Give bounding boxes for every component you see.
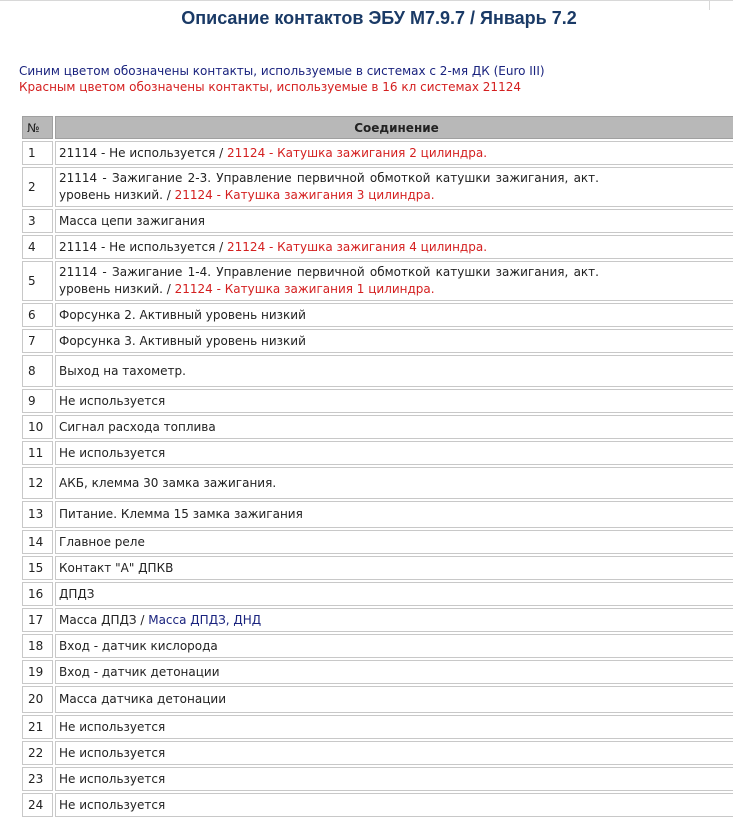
desc-text: ДПДЗ [59, 586, 95, 601]
desc-text: Питание. Клемма 15 замка зажигания [59, 507, 303, 521]
pin-number: 10 [22, 415, 53, 439]
table-row [22, 582, 733, 606]
pin-number: 24 [22, 793, 53, 817]
pin-description [55, 441, 733, 465]
desc-text: 21114 - Не используется / [59, 145, 228, 160]
desc-red: 21124 - Катушка зажигания 1 цилиндра. [174, 282, 435, 296]
pin-number: 22 [22, 741, 53, 765]
pin-description [55, 660, 733, 684]
desc-text: Выход на тахометр. [59, 363, 186, 378]
desc-text: Не используется [59, 445, 166, 460]
table-row [22, 634, 733, 658]
pin-number: 3 [22, 209, 53, 233]
desc-text: Контакт "А" ДПКВ [59, 560, 174, 575]
table-row [22, 660, 733, 684]
pin-description [55, 355, 733, 387]
desc-text: Не используется [59, 745, 166, 760]
table-row [22, 441, 733, 465]
pin-description [55, 767, 733, 791]
pin-description [55, 167, 733, 207]
pin-number: 7 [22, 329, 53, 353]
pin-description [55, 415, 733, 439]
table-row [22, 501, 733, 528]
desc-text: 21114 - Зажигание 2-3. Управление первичной обмоткой катушки зажигания, акт. уровень низкий. / [59, 171, 599, 202]
pin-description [55, 235, 733, 259]
page-title: Описание контактов ЭБУ M7.9.7 / Январь 7.2 [181, 8, 577, 28]
desc-text: Форсунка 2. Активный уровень низкий [59, 307, 306, 322]
pin-description [55, 686, 733, 713]
pin-number: 16 [22, 582, 53, 606]
table-row [22, 235, 733, 259]
legend-red: Красным цветом обозначены контакты, используемые в 16 кл системах 21124 [19, 80, 521, 94]
pin-description [55, 556, 733, 580]
pin-description [55, 793, 733, 817]
desc-text: Масса цепи зажигания [59, 213, 205, 228]
header-num: № [22, 116, 53, 139]
table-row [22, 329, 733, 353]
pin-description [55, 634, 733, 658]
pin-description [55, 389, 733, 413]
pin-number: 15 [22, 556, 53, 580]
table-row [22, 530, 733, 554]
table-row [22, 467, 733, 499]
table-row [22, 389, 733, 413]
desc-text: АКБ, клемма 30 замка зажигания. [59, 475, 277, 490]
table-row [22, 355, 733, 387]
desc-text: Главное реле [59, 534, 145, 549]
desc-blue: Масса ДПДЗ, ДНД [148, 612, 262, 627]
legend [19, 63, 545, 95]
desc-text: 21114 - Не используется / [59, 239, 228, 254]
pin-number: 6 [22, 303, 53, 327]
pin-description [55, 329, 733, 353]
pin-number: 17 [22, 608, 53, 632]
pin-description [55, 303, 733, 327]
pin-number: 21 [22, 715, 53, 739]
legend-blue: Синим цветом обозначены контакты, используемые в системах с 2-мя ДК (Euro III) [19, 64, 545, 78]
pin-number: 1 [22, 141, 53, 165]
desc-text: Не используется [59, 393, 166, 408]
pin-number: 23 [22, 767, 53, 791]
table-row [22, 261, 733, 301]
pin-description [55, 501, 733, 528]
table-row [22, 167, 733, 207]
header-connection: Соединение [55, 116, 733, 139]
pin-number: 12 [22, 467, 53, 499]
table-row [22, 608, 733, 632]
table-row [22, 715, 733, 739]
pin-description [55, 261, 733, 301]
pin-number: 11 [22, 441, 53, 465]
table-row [22, 767, 733, 791]
pin-number: 9 [22, 389, 53, 413]
table-row [22, 209, 733, 233]
pin-description [55, 467, 733, 499]
desc-text: Не используется [59, 719, 166, 734]
pin-table [20, 114, 733, 819]
pin-number: 2 [22, 167, 53, 207]
table-row [22, 686, 733, 713]
table-row [22, 556, 733, 580]
desc-text: Не используется [59, 771, 166, 786]
table-row [22, 303, 733, 327]
pin-number: 20 [22, 686, 53, 713]
pin-number: 8 [22, 355, 53, 387]
pin-description [55, 141, 733, 165]
pin-number: 14 [22, 530, 53, 554]
desc-text: Вход - датчик кислорода [59, 638, 218, 653]
pin-number: 5 [22, 261, 53, 301]
pin-description [55, 209, 733, 233]
desc-red: 21124 - Катушка зажигания 3 цилиндра. [174, 188, 435, 202]
pin-description [55, 582, 733, 606]
desc-text: Не используется [59, 797, 166, 812]
desc-red: 21124 - Катушка зажигания 4 цилиндра. [227, 239, 488, 254]
pin-number: 18 [22, 634, 53, 658]
pin-description [55, 530, 733, 554]
pin-number: 4 [22, 235, 53, 259]
desc-red: 21124 - Катушка зажигания 2 цилиндра. [227, 145, 488, 160]
top-divider [0, 0, 733, 1]
table-row [22, 741, 733, 765]
pin-description [55, 715, 733, 739]
desc-text: 21114 - Зажигание 1-4. Управление первичной обмоткой катушки зажигания, акт. уровень низкий. / [59, 265, 599, 296]
pin-description [55, 608, 733, 632]
desc-text: Сигнал расхода топлива [59, 419, 216, 434]
desc-text: Масса ДПДЗ / [59, 612, 149, 627]
table-row [22, 793, 733, 817]
desc-text: Масса датчика детонации [59, 692, 226, 706]
desc-text: Форсунка 3. Активный уровень низкий [59, 333, 306, 348]
pin-description [55, 741, 733, 765]
table-header-row [22, 116, 733, 139]
table-row [22, 415, 733, 439]
desc-text: Вход - датчик детонации [59, 664, 220, 679]
pin-number: 19 [22, 660, 53, 684]
table-row [22, 141, 733, 165]
pin-number: 13 [22, 501, 53, 528]
